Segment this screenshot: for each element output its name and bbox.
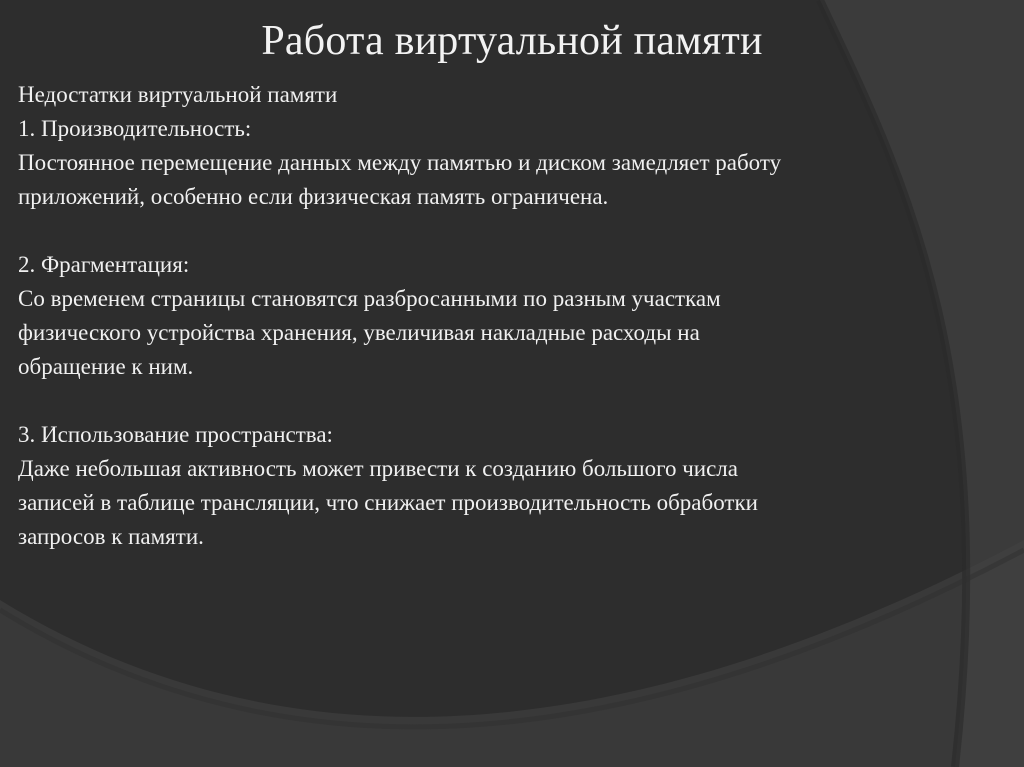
section-heading: Недостатки виртуальной памяти (18, 82, 338, 107)
slide-body (18, 78, 1008, 554)
paragraph-gap (18, 214, 1008, 248)
point-3-text-line-2: записей в таблице трансляции, что снижает производительность обработки (18, 490, 758, 515)
point-3-text-line-3: запросов к памяти. (18, 524, 204, 549)
point-1-text-line-2: приложений, особенно если физическая память ограничена. (18, 184, 609, 209)
point-3-title: 3. Использование пространства: (18, 422, 333, 447)
point-2-title: 2. Фрагментация: (18, 252, 190, 277)
point-2-text-line-2: физического устройства хранения, увеличивая накладные расходы на (18, 320, 700, 345)
point-1-title: 1. Производительность: (18, 116, 252, 141)
point-3-text-line-1: Даже небольшая активность может привести к созданию большого числа (18, 456, 738, 481)
slide-title: Работа виртуальной памяти (261, 18, 763, 64)
paragraph-gap (18, 384, 1008, 418)
point-2-text-line-3: обращение к ним. (18, 354, 194, 379)
point-1-text-line-1: Постоянное перемещение данных между памятью и диском замедляет работу (18, 150, 782, 175)
point-2-text-line-1: Со временем страницы становятся разбросанными по разным участкам (18, 286, 721, 311)
